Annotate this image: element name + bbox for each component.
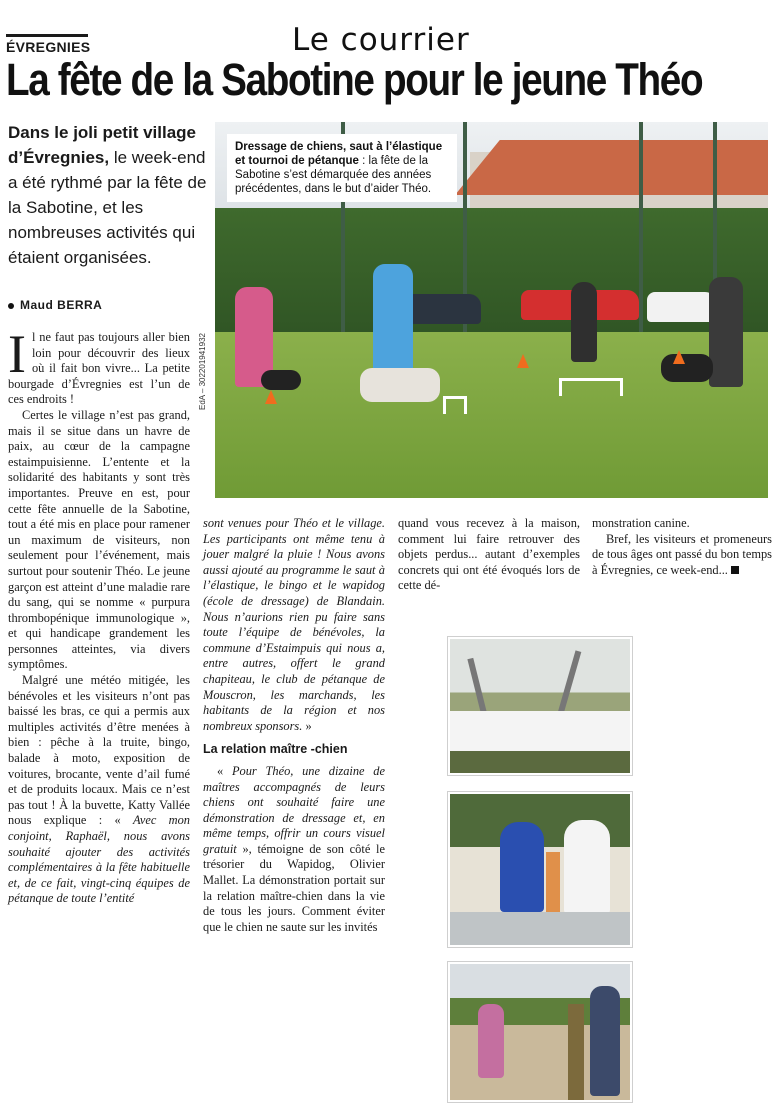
article-column-1: [8, 324, 190, 907]
photo-roof: [455, 140, 768, 195]
photo-bungee-tent: [448, 637, 632, 775]
paragraph-text: », témoigne de son côté le trésorier du Wapidog, Olivier Mallet. La démonstration portait sur la relation maître-chien dans la vie de tous les jours. Comment éviter que le chien ne saute sur les invités: [203, 841, 385, 934]
caption-text: : la fête de la Sabotine s’est démarquée des années précédentes, dans le but d’aider Théo.: [235, 155, 432, 195]
quote-end: »: [302, 718, 312, 733]
photo-cone: [265, 390, 277, 404]
drop-cap: I: [8, 324, 26, 384]
photo-dog-small: [261, 370, 301, 390]
section-kicker: ÉVREGNIES: [6, 39, 91, 55]
paragraph: quand vous recevez à la maison, comment lui faire retrouver des objets perdus... autant d’exemples concrets qui ont été évoqués lors de cette dé-: [398, 516, 580, 593]
photo-bar-counter: [450, 912, 632, 947]
paragraph: Certes le village n’est pas grand, mais il se situe dans un havre de paix, au cœur de la campagne estaimpuisienne. L’entente et la solidarité des habitants y sont très importantes. Preuve en est, pour cette fête annuelle de la Sabotine, tout a été mis en place pour ramener un maximum de visiteurs, non seulement pour l’événement, mais surtout pour soutenir Théo. Le jeune garçon est atteint d’une maladie rare du sang, qui se nomme « purpura thrombopénique immunologique », et qui handicape grandement les personnes atteintes, via divers symptômes.: [8, 407, 190, 672]
photo-spectator: [590, 986, 620, 1096]
lead-text: le week-end a été rythmé par la fête de la Sabotine, et les nombreuses activités qui étaient organisées.: [8, 148, 207, 267]
quote-text: sont venues pour Théo et le village. Les participants ont même tenu à jouer malgré la pluie ! Nous avons aussi ajouté au programme le saut à l’élastique, le bingo et le wapidog (école de dressage) de Blandain. Nous n’aurions rien pu faire sans toute l’équipe de bénévoles, la commune d’Estaimpuis qui nous a, entre autres, offert le grand chapiteau, le club de pétanque de Mouscron, les marchands, les habitants de la région et nos nombreux sponsors.: [203, 516, 385, 733]
photo-ground: [450, 751, 632, 775]
photo-petanque: [448, 962, 632, 1102]
photo-woman: [500, 822, 544, 912]
photo-tent: [450, 711, 632, 751]
photo-man: [564, 820, 610, 914]
photo-pole: [639, 122, 643, 362]
paragraph: monstration canine.: [592, 516, 690, 530]
photo-white-car: [647, 292, 717, 322]
photo-hurdle: [443, 396, 467, 414]
photo-caption: [227, 134, 457, 202]
quote-open: «: [217, 763, 232, 778]
lead-bold: Dans le joli petit village d’Évregnies,: [8, 123, 196, 167]
photo-cone: [517, 354, 529, 368]
paragraph-text: l ne faut pas toujours aller bien loin pour découvrir des lieux où il fait bon vivre... La petite bourgade d’Évregnies est l’un de ces endroits !: [8, 330, 190, 407]
byline: [8, 298, 102, 312]
paragraph: [203, 764, 385, 936]
article-headline: La fête de la Sabotine pour le jeune Théo: [6, 54, 703, 105]
paragraph-text: Bref, les visiteurs et promeneurs de tous âges ont passé du bon temps à Évregnies, ce week-end...: [592, 531, 772, 577]
paragraph: [8, 673, 190, 907]
paragraph-text: Malgré une météo mitigée, les bénévoles et les visiteurs n’ont pas baissé les bras, ce qui a permis aux multiples activités d’être menées à bien : pêche à la truite, bingo, balade à moto, exposition de voitures, brocante, vente d’ail fumé et de produits locaux. Mais ce n’est pas tout ! À la buvette, Katty Vallée nous explique : «: [8, 673, 190, 828]
caption-bold: Dressage de chiens, saut à l’élastique et tournoi de pétanque: [235, 141, 443, 167]
photo-credit: EdA – 302201941932: [198, 333, 207, 410]
article-column-2: [203, 516, 385, 935]
article-column-4: [592, 516, 772, 578]
kicker-rule: [6, 34, 88, 37]
photo-cone: [673, 350, 685, 364]
photo-hurdle: [559, 378, 623, 396]
photo-hedge: [215, 208, 768, 343]
photo-player: [478, 1004, 504, 1078]
photo-pole: [463, 122, 467, 362]
end-mark-icon: [731, 566, 739, 574]
byline-bullet-icon: [8, 303, 14, 309]
photo-dog-black: [661, 354, 713, 382]
photo-man-dark: [571, 282, 597, 362]
subheading: La relation maître -chien: [203, 742, 348, 757]
photo-bar-volunteers: [448, 792, 632, 947]
main-photo: [215, 122, 768, 498]
masthead-logo: Le courrier: [292, 22, 470, 58]
photo-woman-blue: [373, 264, 413, 384]
photo-dog-collie: [360, 368, 440, 402]
photo-dark-car: [401, 294, 481, 324]
photo-woman-right: [709, 277, 743, 387]
byline-author: Maud BERRA: [20, 298, 103, 312]
article-column-3: [398, 516, 580, 594]
photo-board: [568, 1004, 584, 1102]
quote-text: Pour Théo, une dizaine de maîtres accompagnés de leurs chiens ont souhaité faire une démonstration de dressage et, en même temps, offrir un cours visuel gratuit: [203, 763, 385, 856]
paragraph: [592, 532, 772, 579]
article-lead: [8, 120, 208, 270]
photo-tap: [546, 852, 560, 914]
quote-text: Avec mon conjoint, Raphaël, nous avons souhaité ajouter des activités complémentaires à la fête habituelle et, de ce fait, vingt-cinq équipes de pétanque de toute l’entité: [8, 813, 190, 906]
paragraph: [203, 516, 385, 734]
paragraph: [8, 324, 190, 408]
